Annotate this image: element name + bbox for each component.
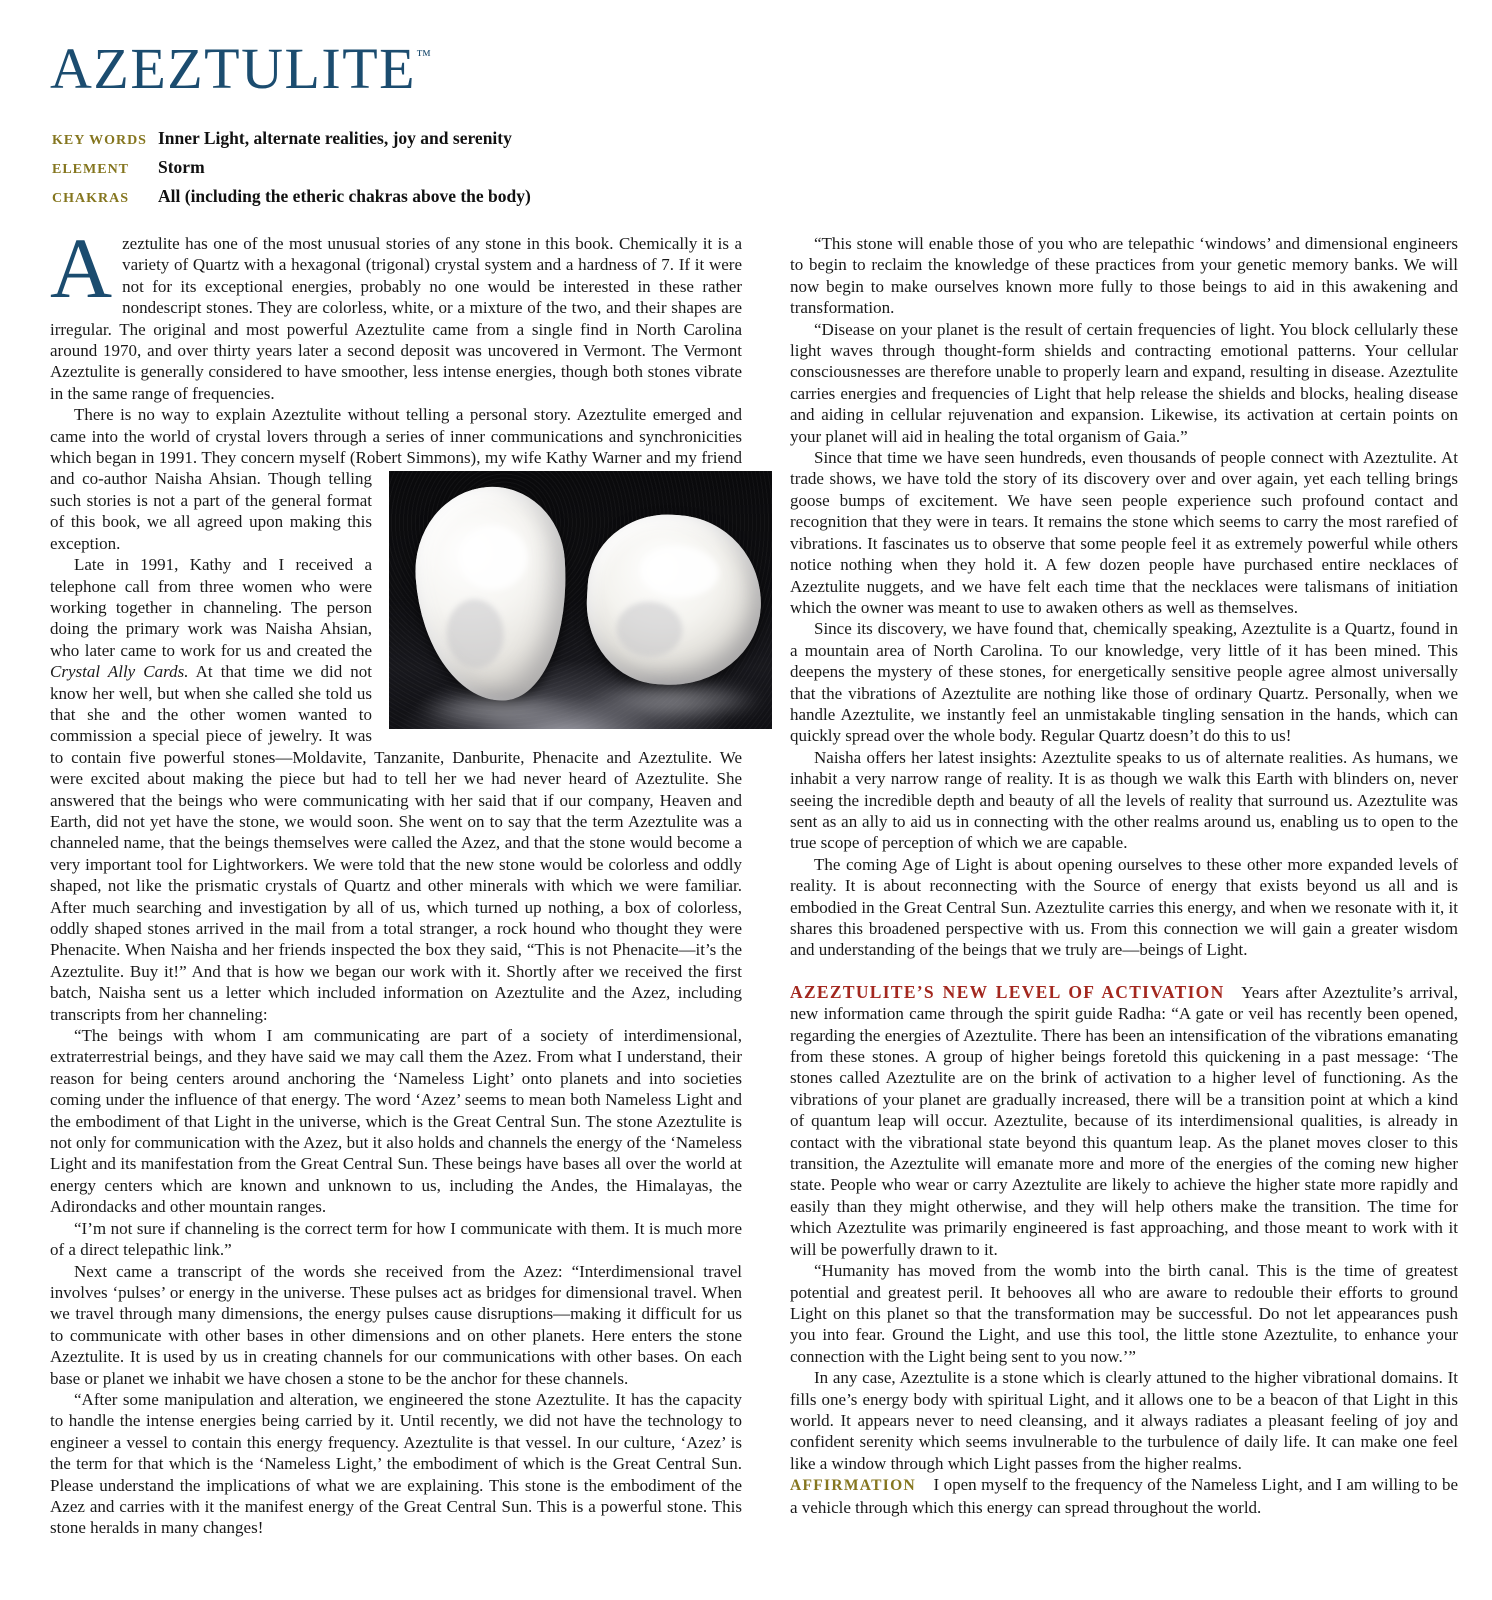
article-body: [50, 220, 1458, 1539]
paragraph: [50, 220, 742, 404]
element-row: [52, 157, 1458, 178]
paragraph: “After some manipulation and alteration, we engineered the stone Azeztulite. It has the capacity to handle the intense energies being carried by it. Until recently, we did not have the technology to engineer a vessel to contain this energy frequency. Azeztulite is that vessel. In our culture, ‘Azez’ is the term for that which is the ‘Nameless Light,’ the embodiment of which is the Great Central Sun. Please understand the implications of what we are explaining. This stone is the embodiment of the Azez and carries with it the manifest energy of the Great Central Sun. This is a powerful stone. This stone heralds in many changes!: [50, 1389, 742, 1538]
affirmation-label: AFFIRMATION: [790, 1477, 916, 1495]
drop-cap: A: [50, 220, 113, 316]
right-column: [790, 233, 1458, 1539]
paragraph: Naisha offers her latest insights: Azeztulite speaks to us of alternate realities. As humans, we inhabit a very narrow range of reality. It is as though we walk this Earth with blinders on, never seeing the incredible depth and beauty of all the levels of reality that surround us. Azeztulite was sent as an ally to aid us in connecting with the other realms around us, enabling us to open to the true scope of perception of which we are capable.: [790, 747, 1458, 853]
stone-left-reflection: [423, 693, 571, 727]
stone-name: AZEZTULITE: [50, 36, 417, 101]
chakras-row: [52, 186, 1458, 207]
element-label: ELEMENT: [52, 162, 130, 177]
key-words-value: Inner Light, alternate realities, joy and serenity: [158, 128, 512, 148]
paragraph-text: Late in 1991, Kathy and I received a telephone call from three women who were working together in channeling. The person doing the primary work was Naisha Ahsian, who later came to work for us and created the: [50, 555, 372, 660]
paragraph-text: There is no way to explain Azeztulite without telling a personal story. Azeztulite emerged and came into the world of crystal lovers through a series of inner communications and synchronicities which began in 1991. They concern myself (Robert Simmons), my wife Kathy: [50, 405, 742, 468]
affirmation-text: I open myself to the frequency of the Nameless Light, and I am willing to be a vehicle through which this energy can spread throughout the world.: [790, 1475, 1458, 1517]
stones-photo: [389, 471, 772, 729]
paragraph: The coming Age of Light is about opening ourselves to these other more expanded levels of reality. It is about reconnecting with the Source of energy that exists beyond us all and is embodied in the Great Central Sun. Azeztulite carries this energy, and when we resonate with it, it shares this broadened perspective with us. From this connection we will gain a greater wisdom and understanding of the beings that we truly are—beings of Light.: [790, 854, 1458, 960]
chakras-label: CHAKRAS: [52, 191, 130, 206]
paragraph-text: At that time we did not know her well, but when she called she told us that she and the other women wanted to commission a special piece of jewelry. It was to contain five powerful stones—Moldavite, Tanzanite, Danburite, Phenacite and Azeztulite. We were excited about making the piece but had to tell her we had never heard of Azeztulite. She answered that the beings who were communicating with her said that if our company, Heaven and Earth, did not yet have the stone, we would soon. She went on to say that the term Azeztulite was a channeled name, that the beings themselves were called the Azez, and that the stone would become a very important tool for Lightworkers. We were told that the new stone would be colorless and oddly shaped, not like the prismatic crystals of Quartz and other minerals with which we were familiar. After much searching and investigation by all of us, which turned up nothing, a box of colorless, oddly shaped stones arrived in the mail from a total stranger, a rock hound who thought they were Phenacite. When Naisha and her friends inspected the box they said, “This is not Phenacite—it’s the Azeztulite. Buy it!” And that is how we began our work with it. Shortly after we received the first batch, Naisha sent us a letter which included information on Azeztulite and the Azez, including transcripts from her channeling:: [50, 662, 742, 1024]
chakras-value: All (including the etheric chakras above the body): [158, 186, 531, 206]
paragraph: “I’m not sure if channeling is the correct term for how I communicate with them. It is much more of a direct telepathic link.”: [50, 1218, 742, 1260]
paragraph: Since its discovery, we have found that, chemically speaking, Azeztulite is a Quartz, found in a mountain area of North Carolina. To our knowledge, very little of it has been mined. This deepens the mystery of these stones, for energetically sensitive people agree almost universally that the vibrations of Azeztulite are nothing like those of ordinary Quartz. Personally, when we handle Azeztulite, we instantly feel an unmistakable tingling sensation in the hands, which can quickly spread over the whole body. Regular Quartz doesn’t do this to us!: [790, 619, 1458, 746]
book-title-italic: Crystal Ally Cards.: [50, 662, 189, 682]
paragraph: Since that time we have seen hundreds, even thousands of people connect with Azeztulite. At trade shows, we have told the story of its discovery over and over again, yet each telling brings goose bumps of excitement. We have seen people experience such profound contact and recognition that they were in tears. It remains the stone which seems to carry the most rarefied of vibrations. It fascinates us to observe that some people feel it as extremely powerful while others notice nothing when they hold it. A few dozen people have purchased entire necklaces of Azeztulite nuggets, and we have felt each time that the necklaces were talismans of initiation which the owner was meant to use to awaken others as well as themselves.: [790, 448, 1458, 617]
stone-right: [583, 511, 766, 690]
paragraph: Next came a transcript of the words she received from the Azez: “Interdimensional travel involves ‘pulses’ or energy in the universe. These pulses act as bridges for dimensional travel. When we travel through many dimensions, the energy pulses cause disruptions—making it difficult for us to communicate with other bases in other dimensions and on other planets. Here enters the stone Azeztulite. It is used by us in creating channels for our communications with other bases. On each base or planet we inhabit we have chosen a stone to be the anchor for these channels.: [50, 1261, 742, 1388]
key-words-row: [52, 128, 1458, 149]
stone-shadow: [615, 601, 684, 659]
page-title: [50, 36, 1458, 101]
stone-properties: [52, 128, 1458, 207]
paragraph: “The beings with whom I am communicating are part of a society of interdimensional, extraterrestrial beings, and they have said we may call them the Azez. From what I understand, their reason for being centers around anchoring the ‘Nameless Light’ onto planets and into societies coming under the influence of that energy. The word ‘Azez’ seems to mean both Nameless Light and the embodiment of that Light in the universe, which is the Great Central Sun. The stone Azeztulite is not only for communication with the Azez, but it also holds and channels the energy of the ‘Nameless Light and its manifestation from the Great Central Sun. These beings have bases all over the world at energy centers which are known and unknown to us, including the Andes, the Himalayas, the Adirondacks and other mountain ranges.: [50, 1026, 742, 1217]
element-value: Storm: [158, 157, 205, 177]
activation-section: [790, 982, 1458, 1260]
page-header: [50, 36, 1458, 207]
paragraph: In any case, Azeztulite is a stone which is clearly attuned to the higher vibrational domains. It fills one’s energy body with spiritual Light, and it allows one to be a beacon of that Light in this world. It appears never to need cleansing, and it always radiates a pleasant feeling of joy and confident serenity which seems invulnerable to the turbulence of daily life. It can make one feel like a window through which Light passes from the higher realms.: [790, 1368, 1458, 1473]
stone-highlight: [639, 544, 720, 599]
paragraph: “Disease on your planet is the result of certain frequencies of light. You block cellularly these light waves through thought-form shields and contracting emotional patterns. Your cellular consciousnesses are therefore unable to properly learn and expand, resulting in disease. Azeztulite carries energies and frequencies of Light that help release the shields and blocks, healing disease and aiding in cellular rejuvenation and expansion. Likewise, its activation at certain points on your planet will aid in healing the total organism of Gaia.”: [790, 319, 1458, 446]
trademark-symbol: ™: [416, 48, 431, 64]
paragraph: [50, 404, 742, 554]
section-heading: AZEZTULITE’S NEW LEVEL OF ACTIVATION: [790, 981, 1225, 1002]
stone-right-reflection: [591, 681, 759, 721]
paragraph-text: zeztulite has one of the most unusual stories of any stone in this book. Chemically it is a variety of Quartz with a hexagonal (trigonal) crystal system and a hardness of 7. If it were not for its exceptional energies, probably no one would be interested in these rather nondescript stones. They are colorless, white, or a mixture of the two, and their shapes are irregular. The original and most powerful Azeztulite came from a single find in North Carolina around 1970, and over thirty years later a second deposit was uncovered in Vermont. The Vermont Azeztulite is generally considered to have smoother, less intense energies, though both stones vibrate in the same range of frequencies.: [50, 234, 742, 403]
stone-left: [410, 482, 575, 706]
stone-shadow: [444, 598, 506, 670]
affirmation-section: [790, 1474, 1458, 1518]
paragraph: “Humanity has moved from the womb into the birth canal. This is the time of greatest potential and greatest peril. It behooves all who are aware to redouble their efforts to ground Light on this planet so that the transformation may be successful. Do not let appearances push you into fear. Ground the Light, and use this tool, the little stone Azeztulite, to enhance your connection with the Light being sent to you now.’”: [790, 1261, 1458, 1366]
paragraph-text: Warner and my friend and co-author Naisha Ahsian. Though telling such stories is not a part of the general format of this book, we all agreed upon making this exception.: [50, 448, 742, 553]
stone-highlight: [457, 524, 529, 593]
paragraph: “This stone will enable those of you who are telepathic ‘windows’ and dimensional engineers to begin to reclaim the knowledge of these practices from your genetic memory banks. We will now begin to make ourselves known more fully to those beings to aid in this awakening and transformation.: [790, 234, 1458, 318]
paragraph-text: Years after Azeztulite’s arrival, new information came through the spirit guide Radha: “A gate or veil has recently been opened, regarding the energies of Azeztulite. There has been an intensification of the vibrations emanating from these stones. A group of higher beings foretold this quickening in a past message: ‘The stones called Azeztulite are on the brink of activation to a higher level of functioning. As the vibrations of your planet are gradually increased, there will be a transition point at which a kind of quantum leap will occur. Azeztulite, because of its interdimensional qualities, is already in contact with the vibrational state beyond this quantum leap. As the planet moves closer to this transition, the Azeztulite will emanate more and more of the energies of the coming new higher state. People who wear or carry Azeztulite are likely to achieve the higher state more rapidly and easily than they might otherwise, and they will help others make the transition. The time for which Azeztulite was primarily engineered is fast approaching, and those meant to work with it will be powerfully drawn to it.: [790, 982, 1458, 1259]
key-words-label: KEY WORDS: [52, 133, 147, 148]
left-column: [50, 220, 742, 1539]
photo-background: [389, 471, 772, 729]
